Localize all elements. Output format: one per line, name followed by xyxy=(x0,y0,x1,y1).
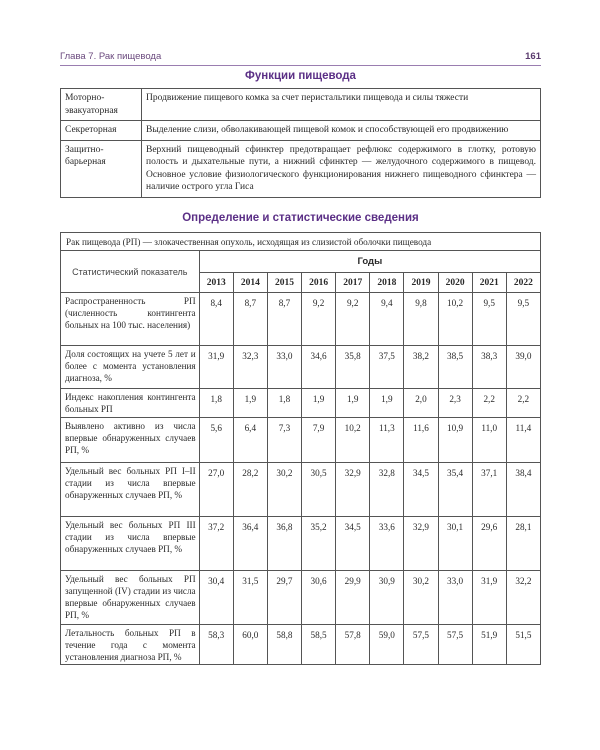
value-cell: 29,6 xyxy=(472,517,506,571)
value-cell: 7,3 xyxy=(267,418,301,463)
table-row xyxy=(61,121,541,141)
value-cell: 30,1 xyxy=(438,517,472,571)
value-cell: 38,5 xyxy=(438,346,472,389)
value-cell: 2,2 xyxy=(506,389,540,418)
value-cell: 30,2 xyxy=(404,571,438,625)
table-row xyxy=(61,389,541,418)
year-header-cell: 2021 xyxy=(472,273,506,293)
value-cell: 32,2 xyxy=(506,571,540,625)
value-cell: 30,6 xyxy=(302,571,336,625)
value-cell: 10,2 xyxy=(438,293,472,346)
value-cell: 1,8 xyxy=(267,389,301,418)
year-header-cell: 2022 xyxy=(506,273,540,293)
indicator-label: Удельный вес больных РП III стадии из числа впервые обнаруженных случаев РП, % xyxy=(61,517,200,571)
value-cell: 35,4 xyxy=(438,463,472,517)
value-cell: 38,2 xyxy=(404,346,438,389)
value-cell: 31,9 xyxy=(472,571,506,625)
value-cell: 28,2 xyxy=(233,463,267,517)
header-row xyxy=(61,251,541,273)
table-row xyxy=(61,418,541,463)
value-cell: 37,1 xyxy=(472,463,506,517)
indicator-label: Доля состоящих на учете 5 лет и более с момента установления диагноза, % xyxy=(61,346,200,389)
value-cell: 35,8 xyxy=(336,346,370,389)
function-name: Моторно-эвакуаторная xyxy=(61,89,142,121)
value-cell: 9,5 xyxy=(472,293,506,346)
value-cell: 9,5 xyxy=(506,293,540,346)
year-header-cell: 2016 xyxy=(302,273,336,293)
value-cell: 59,0 xyxy=(370,625,404,665)
table-row xyxy=(61,346,541,389)
page-header xyxy=(60,51,541,66)
value-cell: 58,3 xyxy=(199,625,233,665)
value-cell: 36,8 xyxy=(267,517,301,571)
year-header-cell: 2018 xyxy=(370,273,404,293)
value-cell: 57,5 xyxy=(404,625,438,665)
value-cell: 35,2 xyxy=(302,517,336,571)
table-row xyxy=(61,140,541,197)
value-cell: 2,3 xyxy=(438,389,472,418)
value-cell: 34,5 xyxy=(404,463,438,517)
value-cell: 11,0 xyxy=(472,418,506,463)
value-cell: 30,9 xyxy=(370,571,404,625)
value-cell: 32,9 xyxy=(404,517,438,571)
value-cell: 37,5 xyxy=(370,346,404,389)
table-row xyxy=(61,233,541,251)
value-cell: 31,5 xyxy=(233,571,267,625)
value-cell: 11,6 xyxy=(404,418,438,463)
indicator-header: Статистический показатель xyxy=(61,251,200,293)
value-cell: 29,7 xyxy=(267,571,301,625)
value-cell: 27,0 xyxy=(199,463,233,517)
function-description: Продвижение пищевого комка за счет перистальтики пищевода и силы тяжести xyxy=(142,89,541,121)
value-cell: 51,5 xyxy=(506,625,540,665)
value-cell: 38,3 xyxy=(472,346,506,389)
table-row xyxy=(61,625,541,665)
table-row xyxy=(61,293,541,346)
value-cell: 8,4 xyxy=(199,293,233,346)
year-header-cell: 2014 xyxy=(233,273,267,293)
definition-text: Рак пищевода (РП) — злокачественная опухоль, исходящая из слизистой оболочки пищевода xyxy=(61,233,541,251)
year-header-cell: 2015 xyxy=(267,273,301,293)
value-cell: 10,9 xyxy=(438,418,472,463)
value-cell: 2,2 xyxy=(472,389,506,418)
functions-title: Функции пищевода xyxy=(245,70,356,82)
value-cell: 9,2 xyxy=(302,293,336,346)
value-cell: 1,8 xyxy=(199,389,233,418)
value-cell: 30,5 xyxy=(302,463,336,517)
value-cell: 28,1 xyxy=(506,517,540,571)
year-header-cell: 2017 xyxy=(336,273,370,293)
indicator-label: Выявлено активно из числа впервые обнаруженных случаев РП, % xyxy=(61,418,200,463)
value-cell: 34,5 xyxy=(336,517,370,571)
value-cell: 38,4 xyxy=(506,463,540,517)
value-cell: 1,9 xyxy=(336,389,370,418)
value-cell: 8,7 xyxy=(267,293,301,346)
function-name: Защитно-барьерная xyxy=(61,140,142,197)
value-cell: 58,8 xyxy=(267,625,301,665)
value-cell: 39,0 xyxy=(506,346,540,389)
year-header-cell: 2020 xyxy=(438,273,472,293)
page-number: 161 xyxy=(525,51,541,62)
value-cell: 30,2 xyxy=(267,463,301,517)
value-cell: 36,4 xyxy=(233,517,267,571)
value-cell: 8,7 xyxy=(233,293,267,346)
function-description: Верхний пищеводный сфинктер предотвращает рефлюкс содержимого в глотку, ротовую полость и дыхательные пути, а нижний сфинктер — желудочного содержимого в пищевод. Основное условие физиологического функционирования нижнего пищеводного сфинктера — наличие острого угла Гиса xyxy=(142,140,541,197)
value-cell: 1,9 xyxy=(233,389,267,418)
value-cell: 33,6 xyxy=(370,517,404,571)
value-cell: 9,8 xyxy=(404,293,438,346)
value-cell: 9,4 xyxy=(370,293,404,346)
table-row xyxy=(61,463,541,517)
table-row xyxy=(61,517,541,571)
value-cell: 10,2 xyxy=(336,418,370,463)
indicator-label: Индекс накопления контингента больных РП xyxy=(61,389,200,418)
value-cell: 30,4 xyxy=(199,571,233,625)
value-cell: 1,9 xyxy=(302,389,336,418)
value-cell: 33,0 xyxy=(267,346,301,389)
value-cell: 60,0 xyxy=(233,625,267,665)
table-row xyxy=(61,571,541,625)
value-cell: 32,3 xyxy=(233,346,267,389)
value-cell: 57,5 xyxy=(438,625,472,665)
value-cell: 5,6 xyxy=(199,418,233,463)
value-cell: 9,2 xyxy=(336,293,370,346)
year-header-cell: 2019 xyxy=(404,273,438,293)
value-cell: 33,0 xyxy=(438,571,472,625)
value-cell: 7,9 xyxy=(302,418,336,463)
value-cell: 2,0 xyxy=(404,389,438,418)
table-row xyxy=(61,89,541,121)
value-cell: 6,4 xyxy=(233,418,267,463)
value-cell: 31,9 xyxy=(199,346,233,389)
value-cell: 34,6 xyxy=(302,346,336,389)
value-cell: 32,8 xyxy=(370,463,404,517)
value-cell: 32,9 xyxy=(336,463,370,517)
value-cell: 29,9 xyxy=(336,571,370,625)
chapter-title: Глава 7. Рак пищевода xyxy=(60,51,162,62)
indicator-label: Распространенность РП (численность контингента больных на 100 тыс. населения) xyxy=(61,293,200,346)
year-header-cell: 2013 xyxy=(199,273,233,293)
value-cell: 51,9 xyxy=(472,625,506,665)
value-cell: 37,2 xyxy=(199,517,233,571)
indicator-label: Удельный вес больных РП I–II стадии из числа впервые обнаруженных случаев РП, % xyxy=(61,463,200,517)
value-cell: 11,4 xyxy=(506,418,540,463)
statistics-table xyxy=(60,232,541,665)
indicator-label: Летальность больных РП в течение года с момента установления диагноза РП, % xyxy=(61,625,200,665)
value-cell: 1,9 xyxy=(370,389,404,418)
statistics-body xyxy=(61,293,541,665)
functions-table xyxy=(60,88,541,198)
value-cell: 58,5 xyxy=(302,625,336,665)
function-description: Выделение слизи, обволакивающей пищевой комок и способствующей его продвижению xyxy=(142,121,541,141)
years-header: Годы xyxy=(199,251,540,273)
indicator-label: Удельный вес больных РП запущенной (IV) стадии из числа впервые обнаруженных случаев РП, % xyxy=(61,571,200,625)
value-cell: 11,3 xyxy=(370,418,404,463)
function-name: Секреторная xyxy=(61,121,142,141)
value-cell: 57,8 xyxy=(336,625,370,665)
stats-title: Определение и статистические сведения xyxy=(182,212,419,224)
